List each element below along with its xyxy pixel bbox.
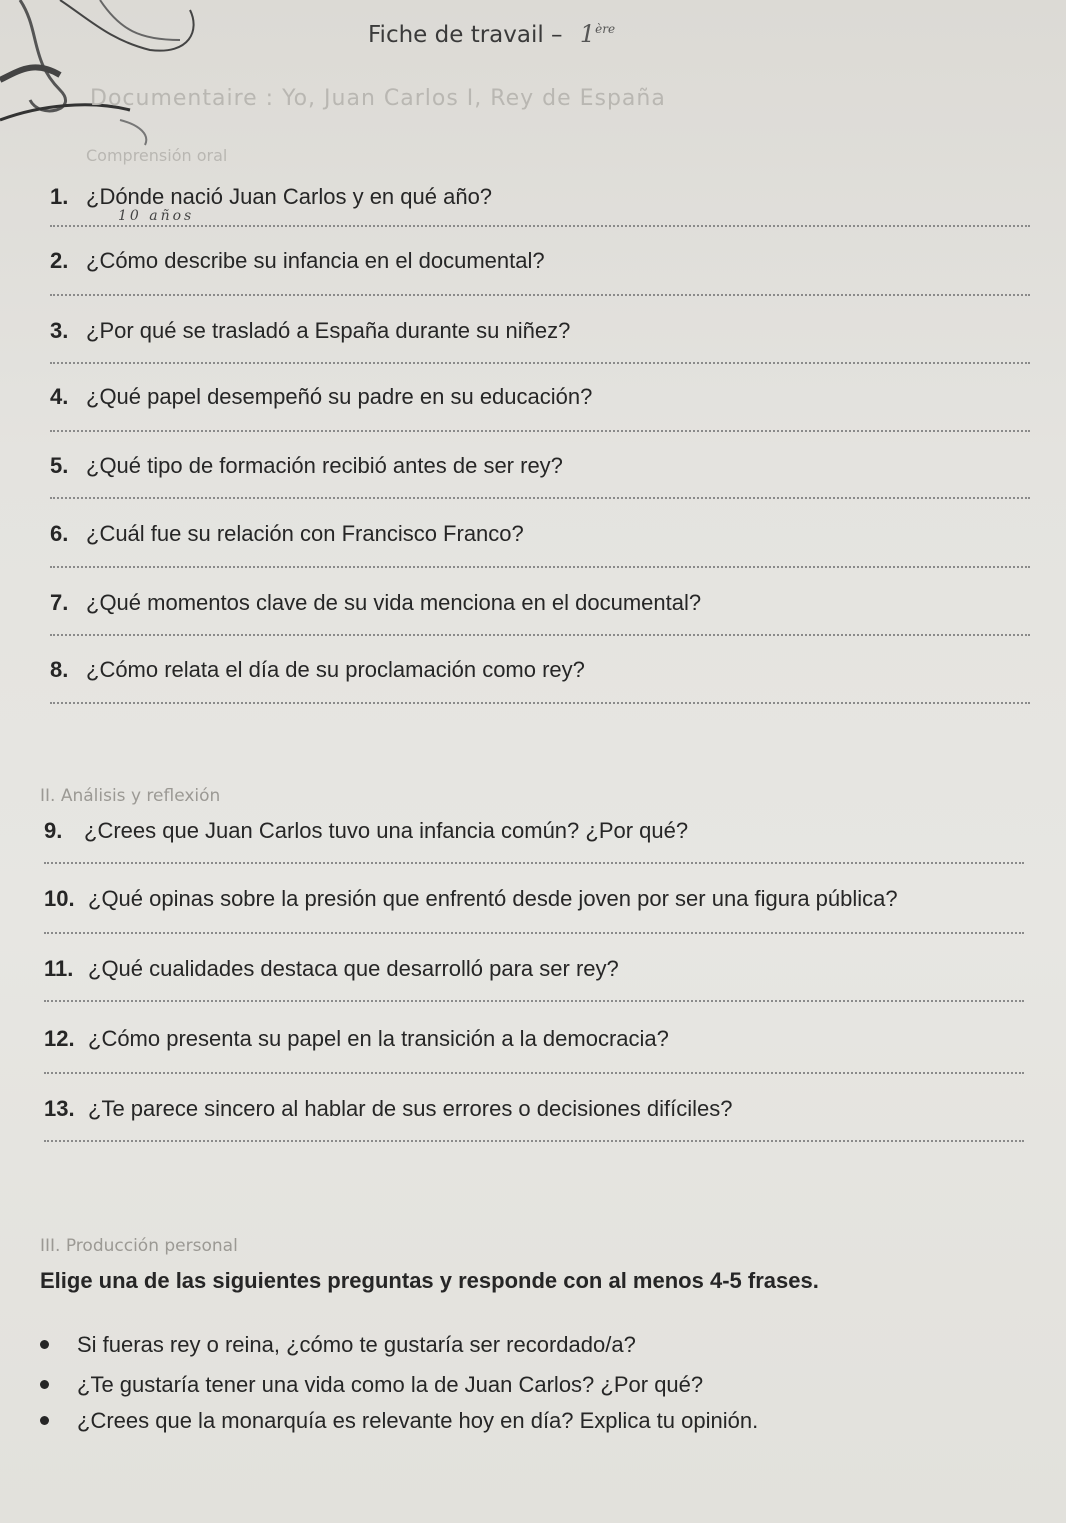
question-8: 8. ¿Cómo relata el día de su proclamación como rey? (50, 657, 585, 682)
answer-line-5[interactable] (50, 497, 1030, 499)
answer-line-13[interactable] (44, 1140, 1024, 1142)
answer-line-3[interactable] (50, 362, 1030, 364)
question-4: 4. ¿Qué papel desempeñó su padre en su educación? (50, 384, 593, 409)
question-7: 7. ¿Qué momentos clave de su vida menciona en el documental? (50, 590, 702, 615)
answer-line-1[interactable] (50, 225, 1030, 227)
answer-line-7[interactable] (50, 634, 1030, 636)
question-13: 13. ¿Te parece sincero al hablar de sus errores o decisiones difíciles? (44, 1096, 733, 1121)
answer-line-2[interactable] (50, 294, 1030, 296)
section-analisis-heading: II. Análisis y reflexión (40, 786, 221, 806)
bullet-icon (40, 1340, 49, 1349)
document-subtitle: Documentaire : Yo, Juan Carlos I, Rey de España (90, 86, 666, 111)
handwritten-level: 1ère (579, 20, 616, 48)
question-6: 6. ¿Cuál fue su relación con Francisco Franco? (50, 521, 524, 546)
question-11: 11. ¿Qué cualidades destaca que desarrolló para ser rey? (44, 956, 619, 981)
question-12: 12. ¿Cómo presenta su papel en la transición a la democracia? (44, 1026, 669, 1051)
page-title (368, 20, 615, 48)
question-9: 9. ¿Crees que Juan Carlos tuvo una infancia común? ¿Por qué? (44, 818, 689, 843)
answer-line-8[interactable] (50, 702, 1030, 704)
answer-line-6[interactable] (50, 566, 1030, 568)
answer-line-9[interactable] (44, 862, 1024, 864)
answer-line-11[interactable] (44, 1000, 1024, 1002)
question-5: 5. ¿Qué tipo de formación recibió antes de ser rey? (50, 453, 563, 478)
bullet-icon (40, 1380, 49, 1389)
bullet-icon (40, 1416, 49, 1425)
pencil-doodle (0, 0, 300, 150)
instructions: Elige una de las siguientes preguntas y responde con al menos 4-5 frases. (40, 1268, 819, 1293)
title-text: Fiche de travail – (368, 22, 563, 48)
question-1: 1. ¿Dónde nació Juan Carlos y en qué año? (50, 184, 493, 209)
question-10: 10. ¿Qué opinas sobre la presión que enfrentó desde joven por ser una figura pública? (44, 886, 898, 911)
handwritten-answer-1: 10 años (118, 208, 195, 224)
section-produccion-heading: III. Producción personal (40, 1236, 238, 1256)
answer-line-10[interactable] (44, 932, 1024, 934)
question-2: 2. ¿Cómo describe su infancia en el documental? (50, 248, 545, 273)
section-comprension-heading: Comprensión oral (86, 146, 228, 165)
answer-line-4[interactable] (50, 430, 1030, 432)
answer-line-12[interactable] (44, 1072, 1024, 1074)
prompt-option-1: Si fueras rey o reina, ¿cómo te gustaría ser recordado/a? (40, 1332, 636, 1358)
question-3: 3. ¿Por qué se trasladó a España durante su niñez? (50, 318, 571, 343)
prompt-option-2: ¿Te gustaría tener una vida como la de Juan Carlos? ¿Por qué? (40, 1372, 703, 1398)
prompt-option-3: ¿Crees que la monarquía es relevante hoy en día? Explica tu opinión. (40, 1408, 758, 1434)
